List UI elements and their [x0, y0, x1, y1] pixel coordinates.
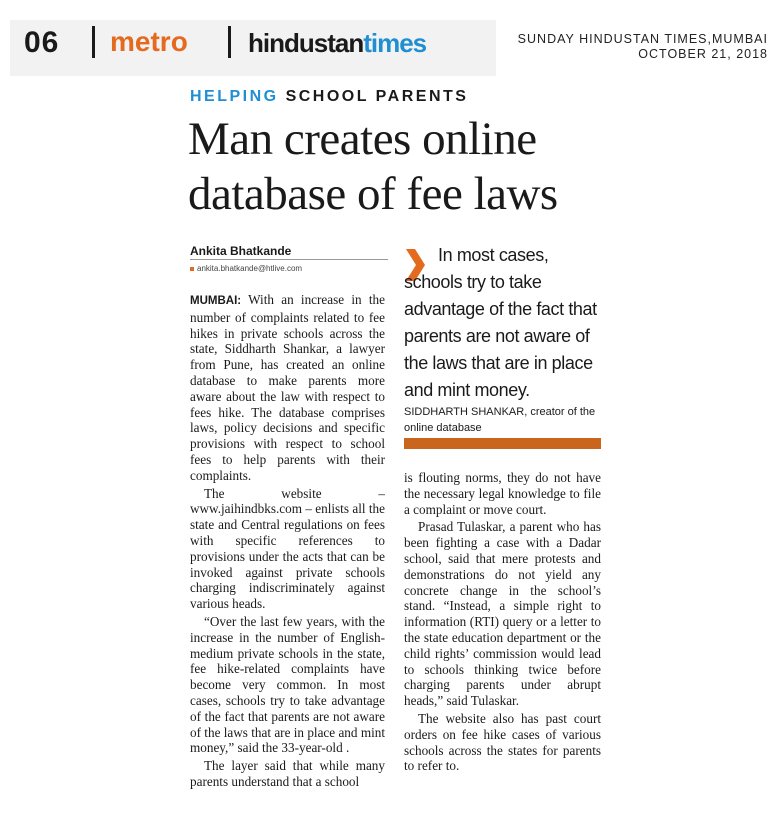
byline: Ankita Bhatkande: [190, 244, 292, 258]
kicker-rest: SCHOOL PARENTS: [285, 88, 469, 105]
paragraph-text: With an increase in the number of complaints related to fee hikes in private schools across the state, Siddharth Shankar, a lawyer from Pune, has created an online database to make parents more aware about the law with respect to fees hike. The database comprises laws, policy decisions and specific provisions with respect to school fees to help parents with their complaints.: [190, 292, 385, 483]
kicker: [190, 88, 468, 106]
logo-part-times: times: [363, 28, 427, 58]
masthead-divider: [92, 26, 95, 58]
bullet-square-icon: [190, 267, 194, 271]
page-number: 06: [24, 26, 60, 59]
edition-info: [518, 32, 768, 62]
edition-date: OCTOBER 21, 2018: [638, 47, 768, 61]
paragraph: The website – www.jaihindbks.com – enlists all the state and Central regulations on fees with specific references to provisions under the acts that can be invoked against private schools charging indiscriminately against various heads.: [190, 485, 385, 612]
masthead: [0, 8, 782, 70]
author-email: [190, 264, 302, 273]
section-name: metro: [110, 26, 188, 57]
paragraph: is flouting norms, they do not have the necessary legal knowledge to file a complaint or move court.: [404, 470, 601, 517]
edition-name: SUNDAY HINDUSTAN TIMES,MUMBAI: [517, 32, 768, 46]
paragraph: “Over the last few years, with the increase in the number of English-medium private schools in the state, fee hike-related complaints have become very common. In most cases, schools try to take advantage of the fact that parents are not aware of the laws that are in place and mint money,” said the 33-year-old .: [190, 613, 385, 756]
paragraph: The layer said that while many parents understand that a school: [190, 758, 385, 789]
paragraph: Prasad Tulaskar, a parent who has been fighting a case with a Dadar school, said that mere protests and demonstrations do not yield any concrete change in the school’s stand. “Instead, a simple right to information (RTI) query or a letter to the state education department or the child rights’ commission would lead to schools thinking twice before charging parents under abrupt heads,” said Tulaskar.: [404, 519, 601, 709]
dateline: MUMBAI:: [190, 295, 242, 307]
pull-quote-bar: [404, 438, 601, 449]
author-email-text: ankita.bhatkande@htlive.com: [197, 264, 303, 273]
kicker-highlight: HELPING: [190, 88, 279, 105]
pull-quote-attribution: SIDDHARTH SHANKAR, creator of the online database: [404, 406, 596, 434]
logo-part-hindustan: hindustan: [248, 28, 364, 58]
byline-rule: [190, 259, 388, 260]
headline: Man creates online database of fee laws: [188, 113, 558, 220]
article-column-2: [404, 470, 601, 776]
paragraph: [190, 292, 385, 484]
paragraph: The website also has past court orders on fee hike cases of various schools across the states for parents to refer to.: [404, 710, 601, 774]
newspaper-logo: [248, 28, 426, 59]
masthead-divider: [228, 26, 231, 58]
pull-quote: In most cases, schools try to take advantage of the fact that parents are not aware of the laws that are in place and mint money.: [404, 245, 597, 400]
article-column-1: [190, 292, 385, 792]
